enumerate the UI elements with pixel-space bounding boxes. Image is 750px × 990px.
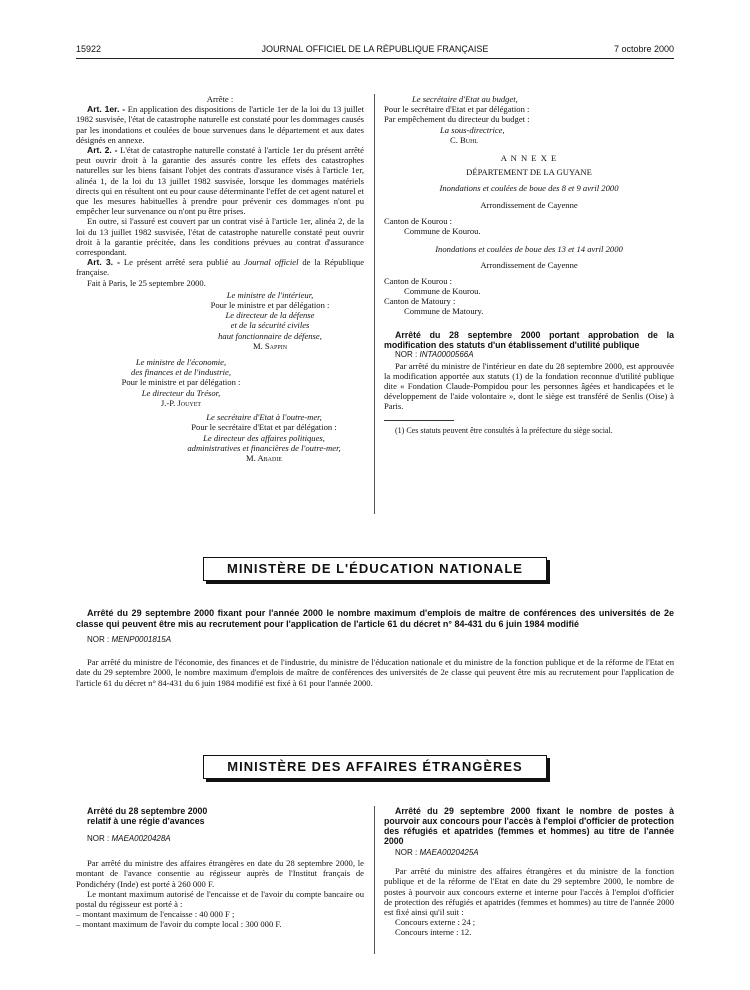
- column-divider: [374, 94, 375, 514]
- header-rule: [76, 58, 674, 59]
- arrete-title: Arrêté du 28 septembre 2000: [87, 806, 208, 816]
- article-2-text: L'état de catastrophe naturelle constaté à l'article 1er du présent arrêté peut ouvrir droit à la garantie des assurés contre les effets des catastrophes naturelles sur les biens faisant l'objet des contrats d'assurance visés à l'article 1er, alinéa 1, de la loi du 13 juillet 1982 susvisée, lorsque les dommages matériels directs qui en résultent ont eu pour cause déterminante l'effet de cet agent naturel et que les mesures habituelles à prendre pour prévenir ces dommages n'ont pu empêcher leur survenance ou n'ont pu être prises.: [76, 145, 364, 217]
- nor-reference: [76, 635, 674, 645]
- signature-budget: [384, 94, 674, 145]
- departement-heading: DÉPARTEMENT DE LA GUYANE: [466, 167, 592, 178]
- nor-code: MAEA0020425A: [419, 848, 479, 857]
- arrondissement-heading: Arrondissement de Cayenne: [480, 199, 578, 210]
- signature-interieur: [176, 290, 364, 351]
- arrete-subtitle: relatif à une régie d'avances: [87, 816, 205, 826]
- page-header: [76, 44, 674, 58]
- signatory-delegation: Pour le ministre et par délégation :: [210, 300, 330, 311]
- nor-label: NOR :: [87, 834, 110, 843]
- article-3-text-a: Le présent arrêté sera publié au: [123, 257, 241, 268]
- arrete-title: Arrêté du 28 septembre 2000 portant approbation de la modification des statuts d'un établissement d'utilité publique: [384, 330, 674, 351]
- article-1-label: Art. 1er. -: [87, 104, 126, 115]
- arrete-title: Arrêté du 29 septembre 2000 fixant le nombre de postes à pourvoir aux concours pour l'accès à l'emploi d'officier de protection des réfugiés et apatrides (femmes et hommes) au titre de l'année 2000: [384, 806, 674, 846]
- arrete-body: Par arrêté du ministre des affaires étrangères et du ministre de la fonction publique et de la réforme de l'Etat en date du 29 septembre 2000, le nombre de postes à pourvoir aux concours externe et interne pour l'accès à l'emploi d'officier de protection des réfugiés et apatrides (femmes et hommes) au titre de l'année 2000 est fixé ainsi qu'il suit :: [384, 866, 674, 918]
- article-3-label: Art. 3. -: [87, 257, 121, 268]
- list-item: Concours externe : 24 ;: [395, 917, 476, 928]
- journal-title: JOURNAL OFFICIEL DE LA RÉPUBLIQUE FRANÇAISE: [261, 44, 489, 54]
- nor-reference: [384, 350, 674, 360]
- right-column: [384, 94, 674, 436]
- signatory-name: J.-P. Jouyet: [160, 397, 202, 408]
- signatory-delegation: Par empêchement du directeur du budget :: [384, 114, 530, 125]
- arrete-body: Par arrêté du ministre de l'intérieur en date du 28 septembre 2000, est approuvée la modification apportée aux statuts (1) de la fondation reconnue d'utilité publique dite « Fondation Claude-Pompidou pour les personnes âgées et handicapées et le développement de l'aide volontaire », dont le siège est transféré de Senlis (Oise) à Paris.: [384, 360, 674, 412]
- signatory-role: et de la sécurité civiles: [230, 320, 310, 331]
- signature-outre-mer: [164, 412, 364, 463]
- signatory-name: M. Sappin: [252, 340, 288, 351]
- signatory-title: des finances et de l'industrie,: [131, 367, 231, 378]
- nor-reference: [76, 834, 364, 844]
- list-item: – montant maximum de l'avoir du compte local : 300 000 F.: [76, 919, 282, 930]
- signatory-role: Le directeur du Trésor,: [141, 387, 221, 398]
- footnote: (1) Ces statuts peuvent être consultés à la préfecture du siège social.: [395, 425, 613, 435]
- education-section: [76, 608, 674, 688]
- signatory-delegation: Pour le ministre et par délégation :: [121, 377, 241, 388]
- officier-protection-section: [384, 806, 674, 938]
- signatory-title: Le secrétaire d'Etat au budget,: [412, 94, 518, 104]
- event-heading: Inondations et coulées de boue des 8 et 9 avril 2000: [439, 183, 619, 194]
- list-item: Concours interne : 12.: [395, 927, 472, 938]
- signatory-title: Le ministre de l'intérieur,: [226, 289, 314, 300]
- left-column: [76, 94, 364, 463]
- annexe-heading: A N N E X E: [500, 153, 558, 164]
- article-2: [76, 145, 364, 216]
- article-3-text-b: de la République française.: [76, 257, 365, 278]
- ministry-heading-education: MINISTÈRE DE L'ÉDUCATION NATIONALE: [203, 557, 547, 581]
- regie-avances-section: [76, 806, 364, 930]
- nor-code: MENP0001815A: [111, 635, 172, 644]
- ministry-heading-affaires-etrangeres: MINISTÈRE DES AFFAIRES ÉTRANGÈRES: [203, 755, 547, 779]
- nor-label: NOR :: [395, 350, 418, 360]
- signatory-delegation: Pour le secrétaire d'Etat et par délégation :: [191, 422, 337, 433]
- issue-date: 7 octobre 2000: [613, 44, 674, 54]
- list-item: – montant maximum de l'encaisse : 40 000 F ;: [76, 909, 235, 920]
- event-heading: Inondations et coulées de boue des 13 et 14 avril 2000: [435, 244, 623, 255]
- signatory-role: Le directeur des affaires politiques,: [203, 432, 325, 443]
- signatory-name: C. Buhl: [450, 134, 479, 145]
- arrete-label: Arrête :: [206, 94, 234, 104]
- signatory-role: administratives et financières de l'outre-mer,: [187, 442, 341, 453]
- article-1-text: En application des dispositions de l'article 1er de la loi du 13 juillet 1982 susvisée, l'état de catastrophe naturelle est constaté pour les dommages causés par les inondations et coulées de boue survenues dans le département et aux dates désignés en annexe.: [76, 104, 364, 145]
- nor-reference: [384, 848, 674, 858]
- nor-code: INTA0000566A: [419, 350, 474, 360]
- signatory-role: haut fonctionnaire de défense,: [218, 330, 322, 341]
- page-number: 15922: [76, 44, 102, 54]
- article-2-paragraph-2: En outre, si l'assuré est couvert par un contrat visé à l'article 1er, alinéa 2, de la loi du 13 juillet 1982 susvisée, l'état de catastrophe naturelle constaté peut ouvrir droit à la garantie précitée, dans les conditions prévues au contrat d'assurance correspondant.: [76, 216, 364, 258]
- article-2-label: Art. 2. -: [87, 145, 118, 156]
- commune-line: Commune de Kourou.: [404, 226, 481, 237]
- nor-label: NOR :: [87, 635, 110, 644]
- fait-line: Fait à Paris, le 25 septembre 2000.: [87, 277, 206, 288]
- signatory-title: Le ministre de l'économie,: [135, 357, 227, 368]
- arrete-body: Par arrêté du ministre de l'économie, des finances et de l'industrie, du ministre de l'éducation nationale et du ministre de la fonction publique et de la réforme de l'Etat en date du 29 septembre 2000, le nombre maximum d'emplois de maître de conférences des universités de 2e classe qui peuvent être mis au recrutement pour l'application de l'article 61 du décret n° 84-431 du 6 juin 1984 modifié est fixé à 61 pour l'année 2000.: [76, 657, 674, 688]
- commune-line: Commune de Matoury.: [404, 306, 484, 317]
- canton-line: Canton de Kourou :: [384, 215, 453, 226]
- arrondissement-heading: Arrondissement de Cayenne: [480, 260, 578, 271]
- signatory-name: M. Abadie: [245, 452, 282, 463]
- article-3: [76, 257, 364, 277]
- arrete-body: Par arrêté du ministre des affaires étrangères en date du 28 septembre 2000, le montant de l'avance consentie au régisseur auprès de l'Institut français de Pondichéry (Inde) est porté à 260 000 F.: [76, 858, 364, 889]
- arrete-body: Le montant maximum autorisé de l'encaisse et de l'avoir du compte bancaire ou postal du régisseur est porté à :: [76, 888, 364, 910]
- arrete-title: Arrêté du 29 septembre 2000 fixant pour l'année 2000 le nombre maximum d'emplois de maître de conférences des universités de 2e classe qui peuvent être mis au recrutement pour l'application de l'article 61 du décret n° 84-431 du 6 juin 1984 modifié: [76, 608, 674, 629]
- signatory-role: Le directeur de la défense: [225, 310, 315, 321]
- signatory-delegation: Pour le secrétaire d'Etat et par délégation :: [384, 104, 530, 115]
- signatory-title: Le secrétaire d'Etat à l'outre-mer,: [206, 412, 322, 423]
- canton-line: Canton de Matoury :: [384, 296, 456, 307]
- commune-line: Commune de Kourou.: [404, 285, 481, 296]
- nor-label: NOR :: [395, 848, 418, 857]
- nor-code: MAEA0020428A: [111, 834, 171, 843]
- canton-line: Canton de Kourou :: [384, 275, 453, 286]
- column-divider: [374, 806, 375, 954]
- article-1: [76, 104, 364, 145]
- footnote-rule: [384, 420, 454, 421]
- signature-economie: [76, 357, 286, 408]
- signatory-role: La sous-directrice,: [440, 124, 505, 135]
- article-3-journal: Journal officiel: [244, 257, 299, 268]
